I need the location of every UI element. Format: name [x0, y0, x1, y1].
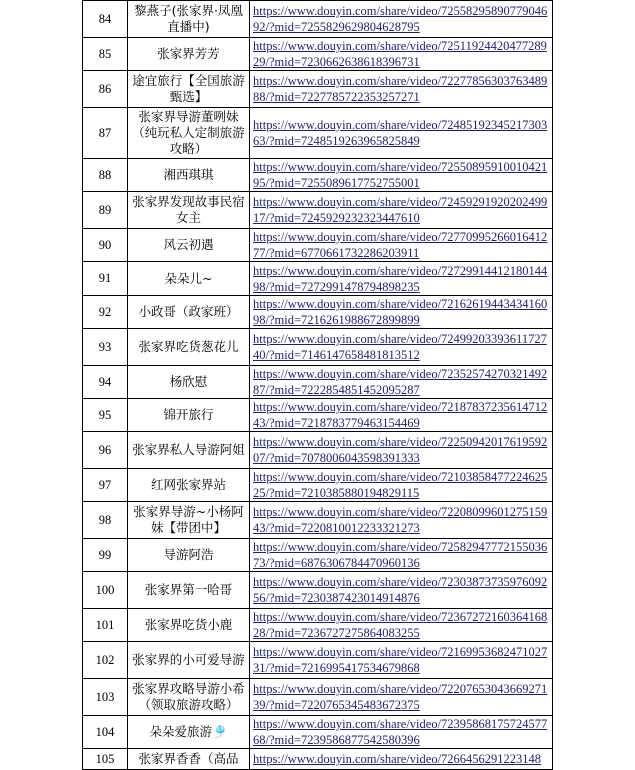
table-row — [83, 432, 553, 469]
video-link[interactable]: https://www.douyin.com/share/video/7266456291223148 — [253, 752, 542, 766]
account-name: 张家界攻略导游小希（领取旅游攻略） — [128, 679, 250, 716]
video-link-cell — [250, 642, 553, 679]
table-row — [83, 366, 553, 399]
table-row — [83, 469, 553, 502]
video-link-cell — [250, 38, 553, 71]
table-row — [83, 329, 553, 366]
table-row — [83, 262, 553, 296]
account-name: 红网张家界站 — [128, 469, 250, 502]
table-row — [83, 609, 553, 642]
row-number: 101 — [83, 609, 128, 642]
video-link[interactable]: https://www.douyin.com/share/video/7218783723561471243/?mid=7218783779463154469 — [253, 400, 548, 430]
table-row — [83, 572, 553, 609]
video-link-table — [82, 0, 553, 770]
row-number: 104 — [83, 716, 128, 749]
table-row — [83, 539, 553, 572]
video-link-cell — [250, 609, 553, 642]
table-row — [83, 71, 553, 108]
video-link-cell — [250, 716, 553, 749]
video-link[interactable]: https://www.douyin.com/share/video/7210385847722462525/?mid=7210385880194829115 — [253, 470, 548, 500]
table-row — [83, 229, 553, 262]
video-link-cell — [250, 749, 553, 770]
row-number: 84 — [83, 1, 128, 38]
row-number: 88 — [83, 159, 128, 192]
account-name: 张家界导游董咧妹（纯玩私人定制旅游攻略） — [128, 108, 250, 159]
account-name: 张家界吃货葱花儿 — [128, 329, 250, 366]
account-name: 张家界导游~小杨阿妹【带团中】 — [128, 502, 250, 539]
account-name: 风云初遇 — [128, 229, 250, 262]
account-name: 朵朵爱旅游🎐 — [128, 716, 250, 749]
video-link-cell — [250, 469, 553, 502]
account-name: 张家界吃货小鹿 — [128, 609, 250, 642]
row-number: 105 — [83, 749, 128, 770]
video-link[interactable]: https://www.douyin.com/share/video/7277099526601641277/?mid=6770661732286203911 — [253, 230, 548, 260]
video-link[interactable]: https://www.douyin.com/share/video/7239586817572457768/?mid=7239586877542580396 — [253, 717, 548, 747]
video-link-cell — [250, 159, 553, 192]
table-row — [83, 38, 553, 71]
table-row — [83, 716, 553, 749]
video-link-cell — [250, 399, 553, 432]
video-link-cell — [250, 329, 553, 366]
row-number: 97 — [83, 469, 128, 502]
video-link[interactable]: https://www.douyin.com/share/video/7245929192020249917/?mid=7245929232323447610 — [253, 195, 548, 225]
account-name: 杨欣慰 — [128, 366, 250, 399]
table-row — [83, 399, 553, 432]
video-link-cell — [250, 192, 553, 229]
video-link[interactable]: https://www.douyin.com/share/video/7255089591001042195/?mid=7255089617752755001 — [253, 160, 548, 190]
video-link-cell — [250, 296, 553, 329]
row-number: 91 — [83, 262, 128, 296]
video-link[interactable]: https://www.douyin.com/share/video/7225094201761959207/?mid=7078006043598391333 — [253, 435, 548, 465]
table-row — [83, 108, 553, 159]
row-number: 85 — [83, 38, 128, 71]
row-number: 93 — [83, 329, 128, 366]
video-link[interactable]: https://www.douyin.com/share/video/7258294777215503673/?mid=6876306784470960136 — [253, 540, 548, 570]
video-link-cell — [250, 262, 553, 296]
video-link[interactable]: https://www.douyin.com/share/video/7255829589077904692/?mid=7255829629804628795 — [253, 4, 548, 34]
row-number: 87 — [83, 108, 128, 159]
video-link[interactable]: https://www.douyin.com/share/video/7216995368247102731/?mid=7216995417534679868 — [253, 645, 548, 675]
video-link[interactable]: https://www.douyin.com/share/video/7272991441218014498/?mid=7272991478794898235 — [253, 263, 548, 294]
row-number: 90 — [83, 229, 128, 262]
row-number: 103 — [83, 679, 128, 716]
account-name: 朵朵儿~ — [128, 262, 250, 296]
video-link-cell — [250, 432, 553, 469]
table-row — [83, 159, 553, 192]
account-name: 张家界的小可爱导游 — [128, 642, 250, 679]
row-number: 95 — [83, 399, 128, 432]
video-link-cell — [250, 539, 553, 572]
video-link[interactable]: https://www.douyin.com/share/video/7248519234521730363/?mid=7248519263965825849 — [253, 118, 548, 148]
table-row — [83, 749, 553, 770]
row-number: 92 — [83, 296, 128, 329]
video-link-cell — [250, 572, 553, 609]
row-number: 94 — [83, 366, 128, 399]
account-name: 张家界第一哈哥 — [128, 572, 250, 609]
table-row — [83, 502, 553, 539]
video-link[interactable]: https://www.douyin.com/share/video/7220809960127515943/?mid=7220810012233321273 — [253, 505, 548, 535]
video-link-cell — [250, 108, 553, 159]
account-name: 张家界发现故事民宿女主 — [128, 192, 250, 229]
row-number: 99 — [83, 539, 128, 572]
video-link[interactable]: https://www.douyin.com/share/video/7251192442047728929/?mid=7230662638618396731 — [253, 39, 547, 69]
video-link-cell — [250, 229, 553, 262]
video-link[interactable]: https://www.douyin.com/share/video/7249920339361172740/?mid=7146147658481813512 — [253, 332, 547, 362]
video-link[interactable]: https://www.douyin.com/share/video/7235257427032149287/?mid=7222854851452095287 — [253, 367, 548, 397]
table-row — [83, 642, 553, 679]
account-name: 锦开旅行 — [128, 399, 250, 432]
table-row — [83, 192, 553, 229]
account-name: 张家界香香（高品 — [128, 749, 250, 770]
video-link[interactable]: https://www.douyin.com/share/video/7236727216036416828/?mid=7236727275864083255 — [253, 610, 548, 640]
account-name: 张家界私人导游阿姐 — [128, 432, 250, 469]
table-row — [83, 679, 553, 716]
account-name: 小政哥（政家班） — [128, 296, 250, 329]
row-number: 100 — [83, 572, 128, 609]
account-name: 导游阿浩 — [128, 539, 250, 572]
account-name: 湘西琪琪 — [128, 159, 250, 192]
video-link-cell — [250, 502, 553, 539]
video-link[interactable]: https://www.douyin.com/share/video/7220765304366927139/?mid=7220765345483672375 — [253, 682, 548, 712]
account-name: 途宜旅行【全国旅游甄选】 — [128, 71, 250, 108]
table-row — [83, 296, 553, 329]
row-number: 96 — [83, 432, 128, 469]
account-name: 张家界芳芳 — [128, 38, 250, 71]
video-link-cell — [250, 679, 553, 716]
table-body — [83, 1, 553, 770]
video-link[interactable]: https://www.douyin.com/share/video/7227785630376348988/?mid=7227785722353257271 — [253, 74, 548, 104]
video-link[interactable]: https://www.douyin.com/share/video/7230387373597609256/?mid=7230387423014914876 — [253, 575, 548, 605]
row-number: 98 — [83, 502, 128, 539]
account-name: 黎燕子(张家界·凤凰直播中) — [128, 1, 250, 38]
video-link-cell — [250, 1, 553, 38]
row-number: 86 — [83, 71, 128, 108]
row-number: 102 — [83, 642, 128, 679]
row-number: 89 — [83, 192, 128, 229]
video-link-cell — [250, 366, 553, 399]
video-link[interactable]: https://www.douyin.com/share/video/7216261944343416098/?mid=7216261988672899899 — [253, 297, 548, 327]
table-row — [83, 1, 553, 38]
video-link-cell — [250, 71, 553, 108]
